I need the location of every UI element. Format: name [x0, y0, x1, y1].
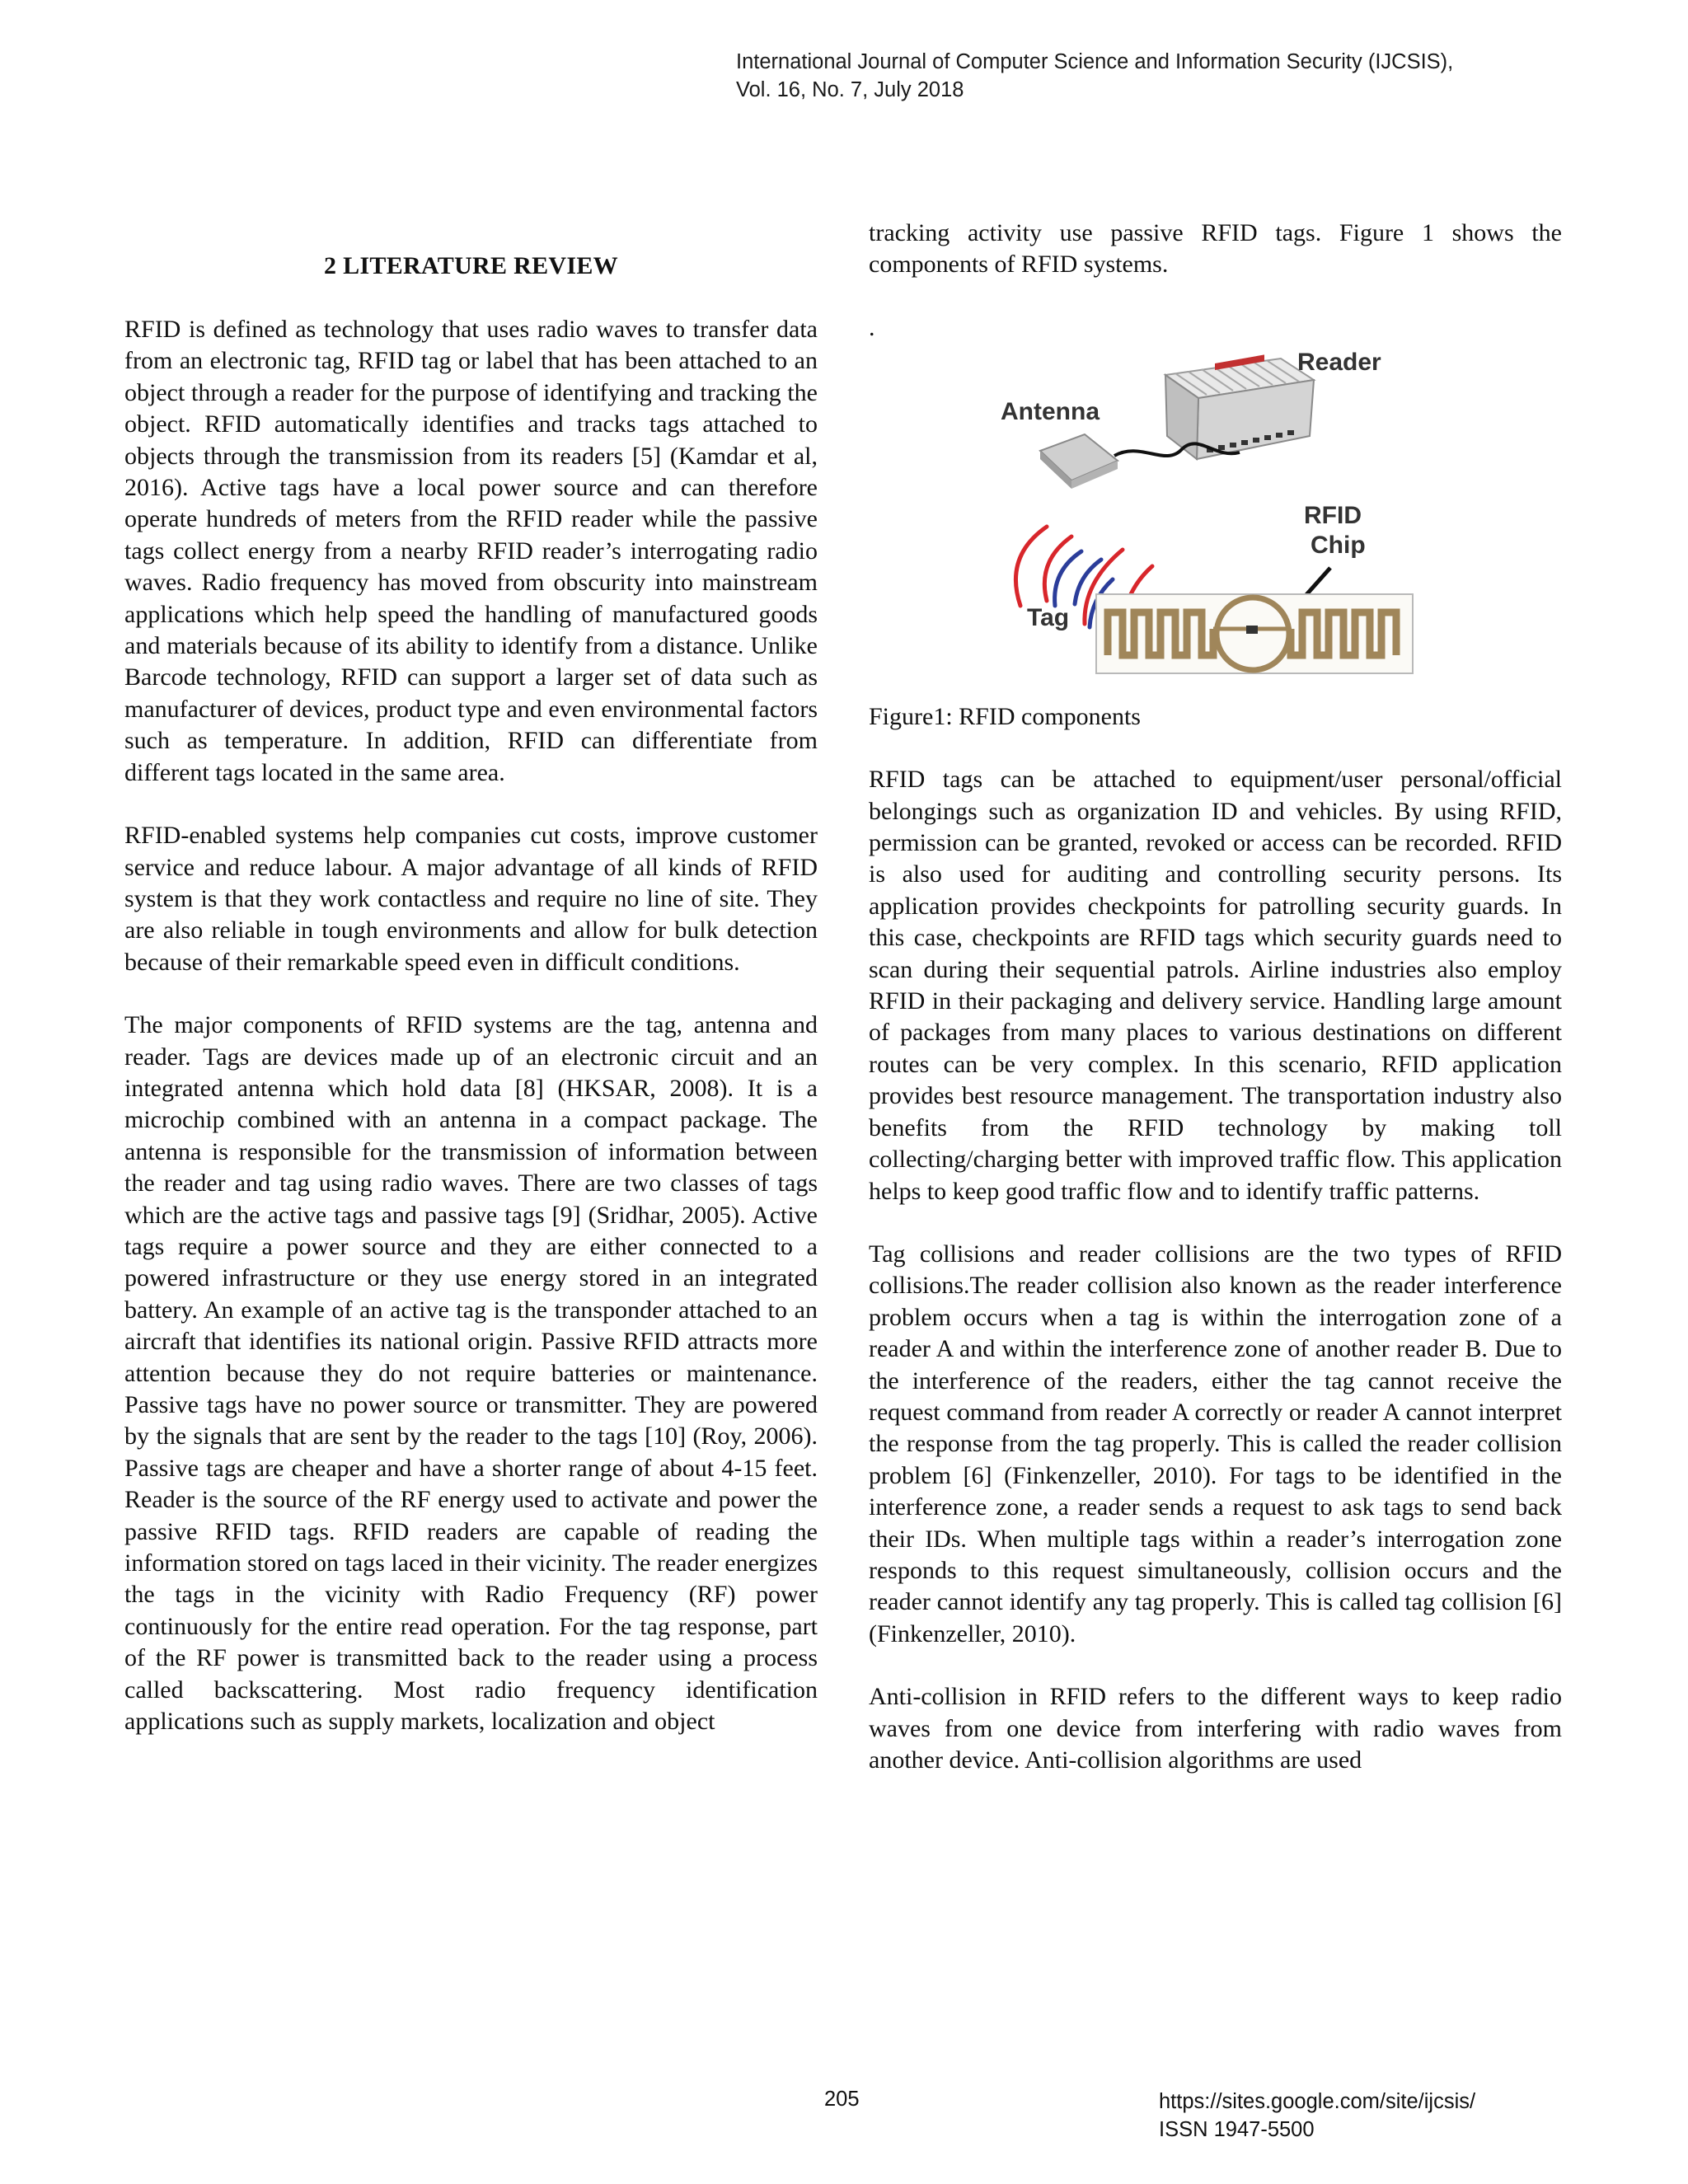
chip-label-line2: Chip [1311, 531, 1366, 559]
antenna-icon [1040, 434, 1118, 489]
journal-volume: Vol. 16, No. 7, July 2018 [736, 78, 964, 101]
footer-issn: ISSN 1947-5500 [1159, 2118, 1315, 2141]
rfid-tag-icon [1096, 594, 1413, 673]
rfid-diagram [869, 344, 1562, 701]
figure-rfid-components [869, 344, 1562, 701]
paragraph-rfid-advantages: RFID-enabled systems help companies cut costs, improve customer service and reduce labour. A major advantage of all kinds of RFID system is that they work contactless and require no line of site. They are also reliable in tough environments and allow for bulk detection because of their remarkable speed even in difficult conditions. [124, 822, 818, 976]
footer-url: https://sites.google.com/site/ijcsis/ [1159, 2090, 1476, 2113]
tag-label: Tag [1027, 603, 1070, 631]
right-column [869, 218, 1562, 1807]
journal-title: International Journal of Computer Science and Information Security (IJCSIS), [736, 50, 1454, 73]
section-title: 2 LITERATURE REVIEW [324, 252, 618, 279]
footer-info [1159, 2088, 1475, 2144]
paragraph-rfid-applications: RFID tags can be attached to equipment/user personal/official belongings such as organization ID and vehicles. By using RFID, permission can be granted, revoked or access can be recorded. RFID is also used for auditing and controlling security persons. Its application provides checkpoints for patrolling security guards. In this case, checkpoints are RFID tags which security guards need to scan during their sequential patrols. Airline industries also employ RFID in their packaging and delivery service. Handling large amount of packages from many places to various destinations on different routes can be very complex. In this scenario, RFID application provides best resource management. The transportation industry also benefits from the RFID technology by making toll collecting/charging better with improved traffic flow. This application helps to keep good traffic flow and to identify traffic patterns. [869, 766, 1562, 1205]
stray-dot: . [869, 313, 875, 341]
paragraph-rfid-definition: RFID is defined as technology that uses radio waves to transfer data from an electronic tag, RFID tag or label that has been attached to an object through a reader for the purpose of identifying and tracking the object. RFID automatically identifies and tracks tags attached to objects through the transmission from its readers [5] (Kamdar et al, 2016). Active tags have a local power source and can therefore operate hundreds of meters from the RFID reader while the passive tags collect energy from a nearby RFID reader’s interrogating radio waves. Radio frequency has moved from obscurity into mainstream applications which help speed the handling of manufactured goods and materials because of its ability to identify from a distance. Unlike Barcode technology, RFID can support a larger set of data such as manufacturer of devices, product type and even environmental factors such as temperature. In addition, RFID can differentiate from different tags located in the same area. [124, 316, 818, 786]
paragraph-rfid-collisions: Tag collisions and reader collisions are the two types of RFID collisions.The reader collision also known as the reader interference problem occurs when a tag is within the interrogation zone of a reader A and within the interference zone of another reader B. Due to the interference of the readers, either the tag cannot receive the request command from reader A correctly or reader A cannot interpret the response from the tag properly. This is called the reader collision problem [6] (Finkenzeller, 2010). For tags to be identified in the interference zone, a reader sends a request to ask tags to send back their IDs. When multiple tags within a reader’s interrogation zone responds to this request simultaneously, collision occurs and the reader cannot identify any tag properly. This is called tag collision [6] (Finkenzeller, 2010). [869, 1240, 1562, 1647]
figure-caption: Figure1: RFID components [869, 702, 1141, 730]
journal-header [736, 48, 1453, 104]
reader-label: Reader [1297, 348, 1381, 376]
antenna-label: Antenna [1001, 397, 1100, 425]
paragraph-anti-collision: Anti-collision in RFID refers to the different ways to keep radio waves from one device from interfering with radio waves from another device. Anti-collision algorithms are used [869, 1683, 1562, 1774]
page-number: 205 [824, 2088, 860, 2111]
paragraph-rfid-components: The major components of RFID systems are the tag, antenna and reader. Tags are devices made up of an electronic circuit and an integrated antenna which hold data [8] (HKSAR, 2008). It is a microchip combined with an antenna in a compact package. The antenna is responsible for the transmission of information between the reader and tag using radio waves. There are two classes of tags which are the active tags and passive tags [9] (Sridhar, 2005). Active tags require a power source and they are either connected to a powered infrastructure or they use energy stored in an integrated battery. An example of an active tag is the transponder attached to an aircraft that identifies its national origin. Passive RFID attracts more attention because they do not require batteries or maintenance. Passive tags have no power source or transmitter. They are powered by the signals that are sent by the reader to the tags [10] (Roy, 2006). Passive tags are cheaper and have a shorter range of about 4-15 feet. Reader is the source of the RF energy used to activate and power the passive RFID tags. RFID readers are capable of reading the information stored on tags laced in their vicinity. The reader energizes the tags in the vicinity with Radio Frequency (RF) power continuously for the entire read operation. For the tag response, part of the RF power is transmitted back to the reader using a process called backscattering. Most radio frequency identification applications such as supply markets, localization and object [124, 1011, 818, 1736]
chip-label-line1: RFID [1304, 501, 1362, 529]
paragraph-intro: tracking activity use passive RFID tags. Figure 1 shows the components of RFID systems. [869, 219, 1562, 279]
left-column [124, 246, 818, 1769]
